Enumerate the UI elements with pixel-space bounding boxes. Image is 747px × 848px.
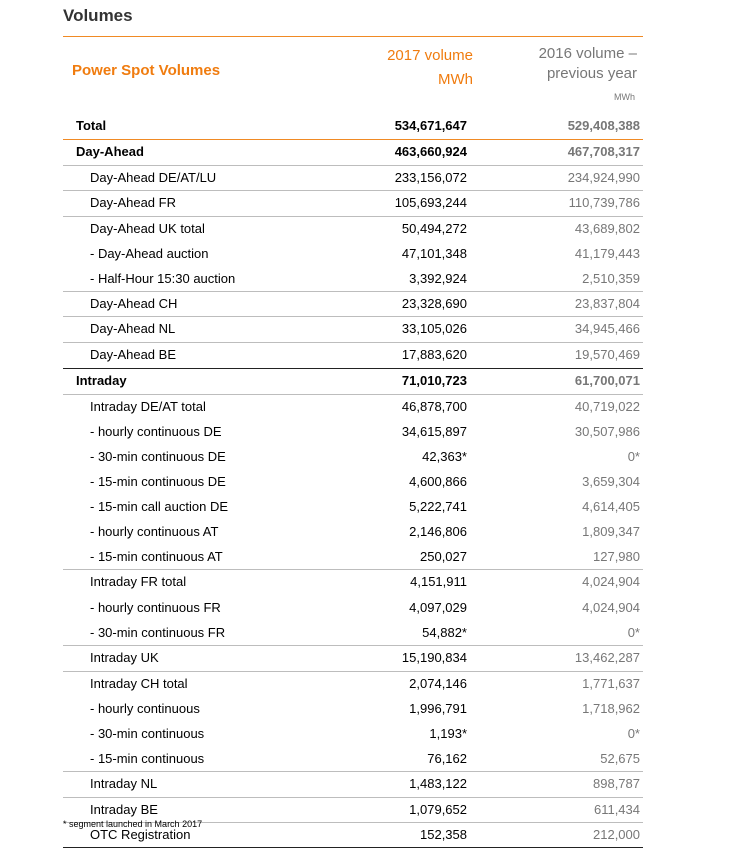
value-2016: 1,771,637 <box>582 676 640 691</box>
value-2016: 1,718,962 <box>582 701 640 716</box>
table-row <box>63 747 643 772</box>
value-2016: 4,024,904 <box>582 574 640 589</box>
value-2016: 43,689,802 <box>574 221 640 236</box>
value-2016: 529,408,388 <box>567 118 640 133</box>
column-header-2017-title: 2017 volume <box>387 47 473 64</box>
table-row <box>63 697 643 722</box>
value-2017: 233,156,072 <box>394 170 467 185</box>
value-2017: 2,146,806 <box>409 524 467 539</box>
row-label: - hourly continuous FR <box>90 600 221 615</box>
value-2016: 19,570,469 <box>574 347 640 362</box>
value-2017: 15,190,834 <box>401 650 467 665</box>
value-2016: 52,675 <box>600 751 640 766</box>
value-2017: 4,097,029 <box>409 600 467 615</box>
value-2017: 1,996,791 <box>409 701 467 716</box>
value-2016: 61,700,071 <box>574 373 640 388</box>
value-2017: 4,600,866 <box>409 474 467 489</box>
table-row <box>63 343 643 369</box>
row-label: Intraday CH total <box>90 676 188 691</box>
value-2017: 2,074,146 <box>409 676 467 691</box>
volumes-table <box>63 114 643 848</box>
value-2016: 2,510,359 <box>582 271 640 286</box>
page-title: Volumes <box>63 6 133 25</box>
value-2016: 40,719,022 <box>574 399 640 414</box>
value-2017: 534,671,647 <box>394 118 467 133</box>
row-label: Intraday NL <box>90 776 158 791</box>
value-2017: 152,358 <box>420 827 467 842</box>
row-label: - 15-min continuous <box>90 751 205 766</box>
table-row <box>63 545 643 570</box>
value-2017: 71,010,723 <box>401 373 467 388</box>
table-row <box>63 722 643 747</box>
table-header-label: Power Spot Volumes <box>72 62 221 79</box>
table-row <box>63 114 643 140</box>
row-label: Intraday <box>76 373 127 388</box>
column-header-2016-unit: MWh <box>614 92 635 102</box>
row-label: Total <box>76 118 107 133</box>
value-2017: 76,162 <box>427 751 467 766</box>
value-2016: 0* <box>627 726 640 741</box>
table-row <box>63 520 643 545</box>
table-row <box>63 292 643 317</box>
table-row <box>63 317 643 343</box>
value-2017: 50,494,272 <box>401 221 467 236</box>
value-2017: 1,079,652 <box>409 802 467 817</box>
table-row <box>63 646 643 672</box>
value-2017: 1,193* <box>429 726 467 741</box>
table-row <box>63 672 643 697</box>
row-label: - 15-min continuous DE <box>90 474 226 489</box>
row-label: Day-Ahead DE/AT/LU <box>90 170 217 185</box>
row-label: Day-Ahead FR <box>90 195 176 210</box>
table-row <box>63 369 643 395</box>
value-2016: 4,614,405 <box>582 499 640 514</box>
value-2016: 41,179,443 <box>574 246 640 261</box>
table-row <box>63 191 643 217</box>
value-2016: 4,024,904 <box>582 600 640 615</box>
row-label: - 15-min call auction DE <box>90 499 228 514</box>
table-row <box>63 217 643 242</box>
row-label: - hourly continuous <box>90 701 200 716</box>
column-header-2017 <box>363 44 473 92</box>
table-row <box>63 621 643 646</box>
value-2016: 30,507,986 <box>574 424 640 439</box>
value-2017: 34,615,897 <box>401 424 467 439</box>
column-header-2016-title-line2: previous year <box>546 65 637 82</box>
value-2017: 23,328,690 <box>401 296 467 311</box>
row-label: - hourly continuous AT <box>90 524 219 539</box>
row-label: Day-Ahead CH <box>90 296 178 311</box>
table-row <box>63 445 643 470</box>
row-label: - 30-min continuous FR <box>90 625 226 640</box>
row-label: Day-Ahead NL <box>90 321 176 336</box>
row-label: - 30-min continuous <box>90 726 205 741</box>
value-2016: 898,787 <box>593 776 640 791</box>
table-row <box>63 596 643 621</box>
table-row <box>63 495 643 520</box>
value-2017: 5,222,741 <box>409 499 467 514</box>
value-2016: 0* <box>627 449 640 464</box>
value-2017: 463,660,924 <box>394 144 467 159</box>
value-2017: 54,882* <box>422 625 467 640</box>
footnote: * segment launched in March 2017 <box>63 819 203 829</box>
table-row <box>63 772 643 798</box>
row-label: Day-Ahead UK total <box>90 221 205 236</box>
row-label: Day-Ahead <box>76 144 144 159</box>
row-label: OTC Registration <box>90 827 191 842</box>
row-label: Intraday UK <box>90 650 159 665</box>
row-label: - hourly continuous DE <box>90 424 222 439</box>
table-row <box>63 420 643 445</box>
value-2016: 212,000 <box>593 827 640 842</box>
value-2017: 33,105,026 <box>401 321 467 336</box>
value-2017: 17,883,620 <box>401 347 467 362</box>
row-label: - Half-Hour 15:30 auction <box>90 271 236 286</box>
value-2017: 42,363* <box>422 449 467 464</box>
value-2017: 250,027 <box>420 549 467 564</box>
value-2016: 127,980 <box>593 549 640 564</box>
table-row <box>63 166 643 191</box>
table-row <box>63 267 643 292</box>
column-header-2017-unit: MWh <box>438 71 473 88</box>
value-2017: 105,693,244 <box>394 195 467 210</box>
value-2017: 1,483,122 <box>409 776 467 791</box>
table-row <box>63 140 643 166</box>
value-2016: 23,837,804 <box>574 296 640 311</box>
row-label: - Day-Ahead auction <box>90 246 209 261</box>
value-2017: 4,151,911 <box>410 574 467 589</box>
value-2016: 1,809,347 <box>582 524 640 539</box>
value-2016: 611,434 <box>593 802 640 817</box>
row-label: Day-Ahead BE <box>90 347 176 362</box>
value-2016: 13,462,287 <box>574 650 640 665</box>
table-row <box>63 242 643 267</box>
value-2017: 47,101,348 <box>401 246 467 261</box>
value-2017: 3,392,924 <box>409 271 467 286</box>
value-2016: 34,945,466 <box>574 321 640 336</box>
row-label: - 30-min continuous DE <box>90 449 226 464</box>
value-2016: 467,708,317 <box>567 144 640 159</box>
value-2016: 110,739,786 <box>568 195 640 210</box>
row-label: - 15-min continuous AT <box>90 549 223 564</box>
header-top-rule <box>63 36 643 37</box>
column-header-2016 <box>500 44 637 84</box>
row-label: Intraday BE <box>90 802 158 817</box>
table-row <box>63 395 643 420</box>
value-2017: 46,878,700 <box>401 399 467 414</box>
table-row <box>63 470 643 495</box>
value-2016: 234,924,990 <box>567 170 640 185</box>
value-2016: 3,659,304 <box>582 474 640 489</box>
value-2016: 0* <box>627 625 640 640</box>
row-label: Intraday DE/AT total <box>90 399 206 414</box>
column-header-2016-title-line1: 2016 volume – <box>538 45 637 62</box>
row-label: Intraday FR total <box>90 574 187 589</box>
table-row <box>63 570 643 596</box>
